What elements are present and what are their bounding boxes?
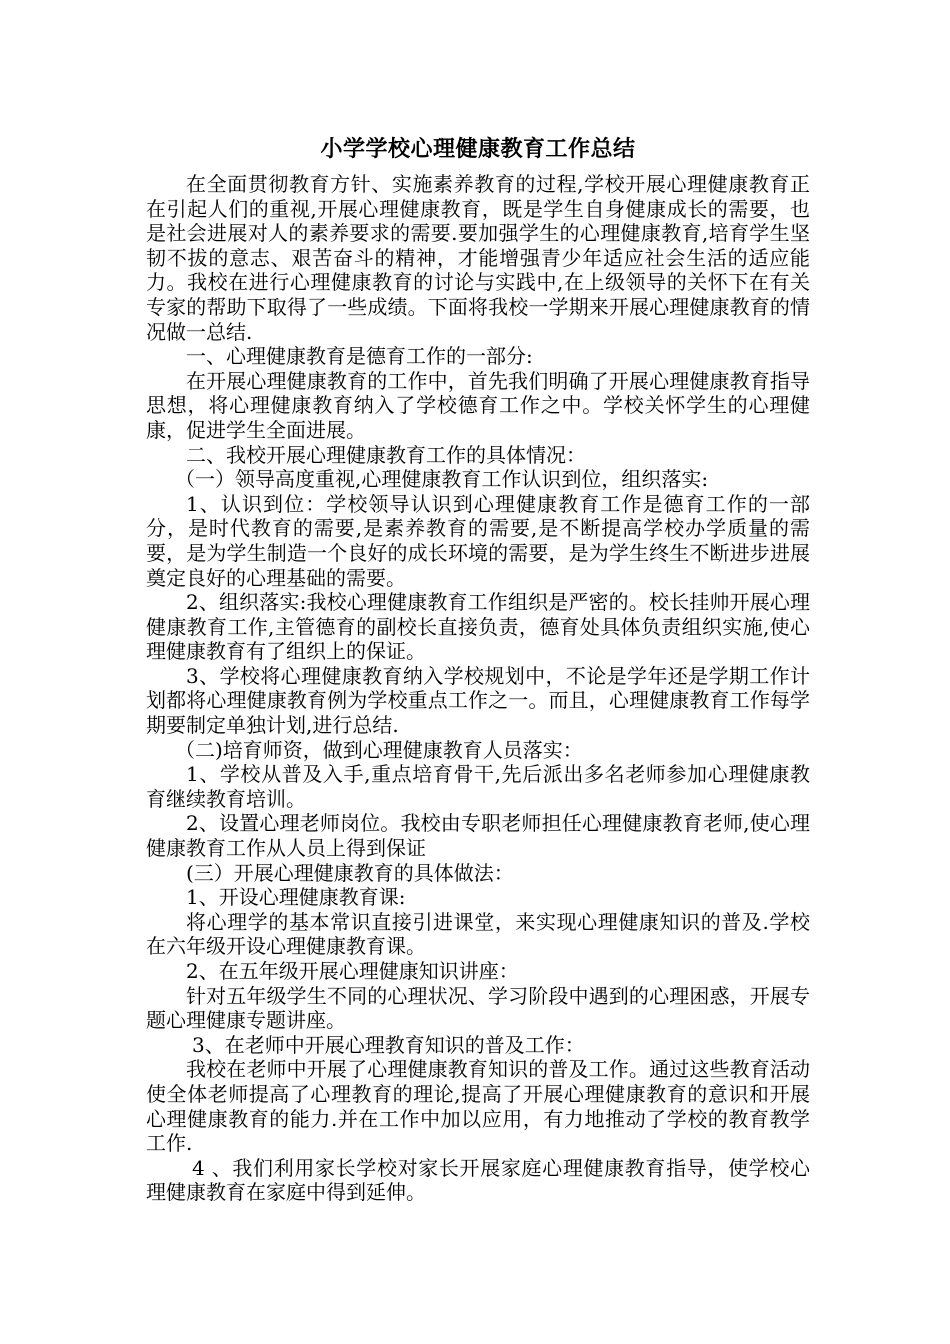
heading-2-3-item-1: 1、开设心理健康教育课: [186, 885, 406, 910]
document-page [146, 132, 810, 1205]
heading-section-2: 二、我校开展心理健康教育工作的具体情况： [186, 442, 586, 467]
paragraph-2-3-item-3: 我校在老师中开展了心理健康教育知识的普及工作。通过这些教育活动使全体老师提高了心理教育的理论,提高了开展心理健康教育的意识和开展心理健康教育的能力.并在工作中加以应用，有力地推动了学校的教育教学工作. [146, 1057, 810, 1156]
paragraph-2-1-item-3: 3、学校将心理健康教育纳入学校规划中，不论是学年还是学期工作计划都将心理健康教育例为学校重点工作之一。而且，心理健康教育工作每学期要制定单独计划,进行总结. [146, 663, 810, 738]
paragraph-2-3-item-1: 将心理学的基本常识直接引进课堂，来实现心理健康知识的普及.学校在六年级开设心理健康教育课。 [146, 909, 810, 959]
paragraph-2-2-item-2: 2、设置心理老师岗位。我校由专职老师担任心理健康教育老师,使心理健康教育工作从人员上得到保证 [146, 811, 810, 861]
subheading-2-1: （一）领导高度重视,心理健康教育工作认识到位，组织落实: [175, 467, 709, 492]
heading-2-3-item-2: 2、在五年级开展心理健康知识讲座： [186, 959, 519, 983]
paragraph-2-1-item-1: 1、认识到位：学校领导认识到心理健康教育工作是德育工作的一部分，是时代教育的需要,是素养教育的需要,是不断提高学校办学质量的需要，是为学生制造一个良好的成长环境的需要，是为学生终生不断进步进展奠定良好的心理基础的需要。 [146, 491, 810, 590]
subheading-2-2: （二)培育师资，做到心理健康教育人员落实： [175, 737, 583, 762]
paragraph-2-1-item-2: 2、组织落实:我校心理健康教育工作组织是严密的。校长挂帅开展心理健康教育工作,主管德育的副校长直接负责，德育处具体负责组织实施,使心理健康教育有了组织上的保证。 [146, 590, 810, 664]
heading-section-1: 一、心理健康教育是德育工作的一部分: [186, 344, 533, 369]
document-title: 小学学校心理健康教育工作总结 [320, 136, 636, 162]
subheading-2-3: (三）开展心理健康教育的具体做法： [186, 860, 514, 885]
heading-2-3-item-3: 3、在老师中开展心理教育知识的普及工作： [192, 1032, 585, 1057]
paragraph-section-1: 在开展心理健康教育的工作中，首先我们明确了开展心理健康教育指导思想，将心理健康教育纳入了学校德育工作之中。学校关怀学生的心理健康，促进学生全面进展。 [146, 368, 810, 442]
paragraph-intro: 在全面贯彻教育方针、实施素养教育的过程,学校开展心理健康教育正在引起人们的重视,开展心理健康教育，既是学生自身健康成长的需要，也是社会进展对人的素养要求的需要.要加强学生的心理健康教育,培育学生坚韧不拔的意志、艰苦奋斗的精神，才能增强青少年适应社会生活的适应能力。我校在进行心理健康教育的讨论与实践中,在上级领导的关怀下在有关专家的帮助下取得了一些成绩。下面将我校一学期来开展心理健康教育的情况做一总结. [146, 172, 810, 344]
paragraph-2-3-item-2: 针对五年级学生不同的心理状况、学习阶段中遇到的心理困惑，开展专题心理健康专题讲座。 [146, 983, 810, 1033]
paragraph-2-2-item-1: 1、学校从普及入手,重点培育骨干,先后派出多名老师参加心理健康教育继续教育培训。 [146, 762, 810, 811]
paragraph-2-3-item-4: 4 、我们利用家长学校对家长开展家庭心理健康教育指导，使学校心理健康教育在家庭中得到延伸。 [146, 1155, 810, 1205]
